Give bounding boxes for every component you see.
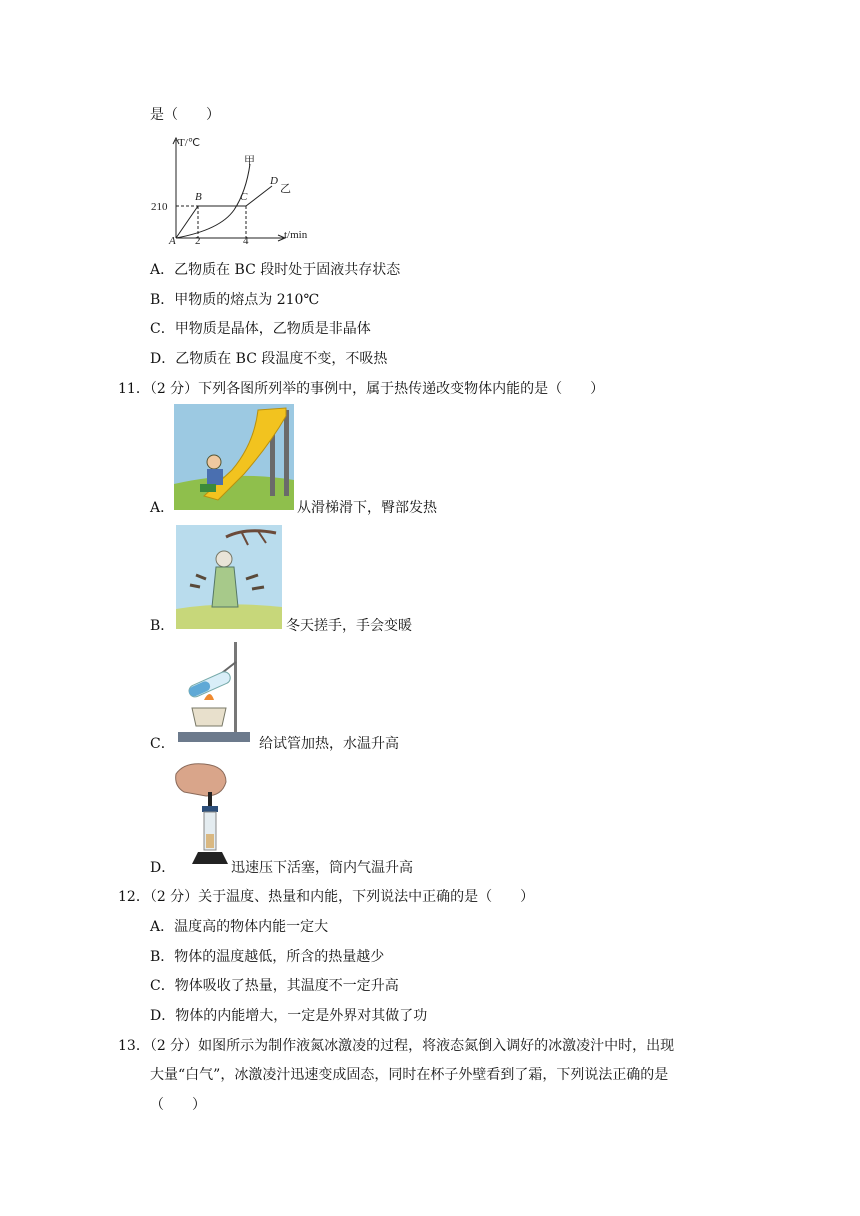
temperature-time-graph	[151, 134, 318, 247]
q12-option-a: A．温度高的物体内能一定大	[150, 919, 329, 935]
q11-option-b-caption: 冬天搓手，手会变暖	[286, 618, 412, 634]
q10-option-c: C．甲物质是晶体，乙物质是非晶体	[150, 321, 371, 337]
y-axis-label: T/℃	[178, 137, 201, 149]
q10-option-a: A．乙物质在 BC 段时处于固液共存状态	[150, 262, 401, 278]
slide-illustration	[174, 404, 294, 510]
x-axis-label: t/min	[284, 229, 308, 241]
x-tick-2: 2	[195, 235, 201, 247]
point-c-label: C	[240, 191, 248, 203]
curve-jia-label: 甲	[244, 155, 255, 167]
q11-option-a-caption: 从滑梯滑下，臀部发热	[297, 500, 437, 516]
curve-yi-label: 乙	[280, 183, 291, 195]
q11-stem: 11．（2 分）下列各图所列举的事例中，属于热传递改变物体内能的是（ ）	[118, 381, 605, 397]
x-tick-4: 4	[243, 235, 249, 247]
point-a-label: A	[169, 235, 176, 247]
test-tube-heating-illustration	[178, 642, 254, 744]
q13-stem-line-1: 13．（2 分）如图所示为制作液氮冰激凌的过程，将液态氮倒入调好的冰激凌汁中时，出现	[118, 1038, 675, 1054]
q13-stem-line-2: 大量“白气”，冰激凌汁迅速变成固态，同时在杯子外壁看到了霜，下列说法正确的是	[150, 1067, 669, 1083]
q11-option-d-letter: D．	[150, 860, 176, 876]
point-d-label: D	[270, 175, 278, 187]
rubbing-hands-illustration	[176, 525, 282, 629]
q10-stem-tail: 是（ ）	[150, 107, 220, 123]
q10-option-b: B．甲物质的熔点为 210℃	[150, 292, 320, 308]
point-b-label: B	[195, 191, 202, 203]
q10-option-d: D．乙物质在 BC 段温度不变，不吸热	[150, 351, 388, 367]
q11-option-a-letter: A．	[150, 500, 175, 516]
q13-stem-line-3: （ ）	[150, 1097, 206, 1113]
q12-stem: 12．（2 分）关于温度、热量和内能，下列说法中正确的是（ ）	[118, 889, 535, 905]
q12-option-c: C．物体吸收了热量，其温度不一定升高	[150, 978, 399, 994]
q12-option-b: B．物体的温度越低，所含的热量越少	[150, 949, 385, 965]
q11-option-b-letter: B．	[150, 618, 175, 634]
piston-compression-illustration	[174, 760, 228, 870]
q11-option-c-letter: C．	[150, 736, 175, 752]
y-tick-210: 210	[151, 201, 168, 213]
q11-option-c-caption: 给试管加热，水温升高	[259, 736, 399, 752]
q12-option-d: D．物体的内能增大，一定是外界对其做了功	[150, 1008, 428, 1024]
q11-option-d-caption: 迅速压下活塞，筒内气温升高	[231, 860, 413, 876]
